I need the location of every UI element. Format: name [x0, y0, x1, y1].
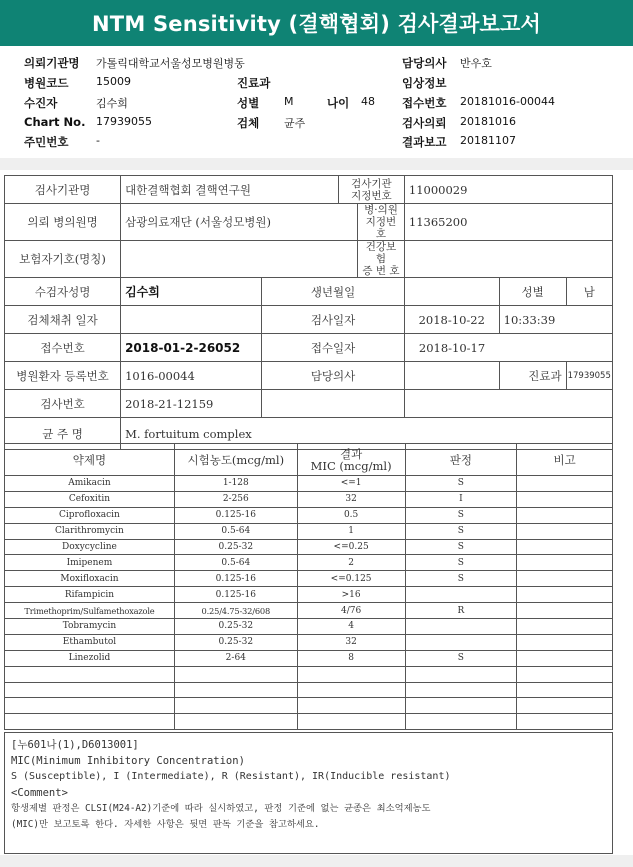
- header-value-hospital-code: 15009: [96, 75, 131, 88]
- drug-mic: 8: [297, 650, 405, 666]
- comment-code: [누601나(1),D6013001]: [11, 739, 139, 751]
- empty-row: [5, 698, 613, 714]
- health-insurance-label-line1: 건강보험: [365, 241, 397, 265]
- drug-name: Imipenem: [5, 555, 175, 571]
- drug-judgement: S: [405, 539, 517, 555]
- header-label-requesting-institution: 의뢰기관명: [24, 56, 80, 70]
- concentration-column-header: 시험농도(mcg/ml): [174, 444, 297, 476]
- report-header: [0, 46, 633, 158]
- drug-concentration: 1-128: [174, 476, 297, 492]
- drug-name: Linezolid: [5, 650, 175, 666]
- drug-mic: 1: [297, 523, 405, 539]
- drug-judgement: [405, 587, 517, 603]
- sex-value: 남: [566, 278, 612, 306]
- drug-remarks: [517, 539, 613, 555]
- drug-remarks: [517, 491, 613, 507]
- test-no-blank-1: [262, 390, 405, 418]
- header-label-request-date: 검사의뢰: [402, 116, 447, 130]
- drug-judgement: S: [405, 523, 517, 539]
- drug-concentration: 0.125-16: [174, 507, 297, 523]
- empty-row: [5, 682, 613, 698]
- susceptibility-header-row: [5, 444, 613, 476]
- drug-name: Rifampicin: [5, 587, 175, 603]
- drug-mic: 4: [297, 619, 405, 635]
- drug-remarks: [517, 555, 613, 571]
- health-insurance-label: [358, 241, 405, 278]
- header-label-specimen: 검체: [237, 116, 260, 130]
- header-value-age: 48: [361, 95, 375, 108]
- comment-heading: <Comment>: [11, 787, 68, 799]
- table-row: [5, 619, 613, 635]
- hospital-code-label-line1: 병·의원: [364, 204, 398, 216]
- drug-remarks: [517, 523, 613, 539]
- drug-remarks: [517, 634, 613, 650]
- test-no-blank-2: [404, 390, 612, 418]
- drug-mic: 2: [297, 555, 405, 571]
- drug-mic: 32: [297, 634, 405, 650]
- header-label-sex: 성별: [237, 96, 260, 110]
- drug-name: Amikacin: [5, 476, 175, 492]
- header-value-resident-no: -: [96, 134, 100, 147]
- table-row: [5, 650, 613, 666]
- header-label-patient: 수진자: [24, 96, 58, 110]
- table-row: [5, 507, 613, 523]
- comment-body-line1: 항생제별 판정은 CLSI(M24-A2)기준에 따라 실시하였고, 판정 기준에 없는 균종은 최소억제농도: [11, 803, 431, 814]
- drug-judgement: I: [405, 491, 517, 507]
- drug-concentration: 0.25-32: [174, 539, 297, 555]
- drug-judgement: R: [405, 603, 517, 619]
- header-label-doctor: 담당의사: [402, 56, 447, 70]
- header-value-report-date: 20181107: [460, 134, 516, 147]
- drug-remarks: [517, 650, 613, 666]
- header-value-requesting-institution: 가톨릭대학교서울성모병원병동: [96, 57, 245, 70]
- drug-name: Trimethoprim/Sulfamethoxazole: [5, 603, 175, 619]
- lab-name-value: 대한결핵협회 결핵연구원: [121, 176, 339, 204]
- health-insurance-value: [404, 241, 612, 278]
- receipt-no-value: 2018-01-2-26052: [121, 334, 262, 362]
- receipt-date-label: 접수일자: [262, 334, 405, 362]
- insured-value: [121, 241, 358, 278]
- header-label-hospital-code: 병원코드: [24, 76, 69, 90]
- lab-code-label-line1: 검사기관: [351, 177, 392, 190]
- drug-concentration: 0.125-16: [174, 587, 297, 603]
- patient-registration-label: 병원환자 등록번호: [5, 362, 121, 390]
- drug-concentration: 0.25-32: [174, 634, 297, 650]
- drug-name: Ciprofloxacin: [5, 507, 175, 523]
- test-time-value: 10:33:39: [499, 306, 612, 334]
- hospital-label: 의뢰 병의원명: [5, 204, 121, 241]
- drug-name: Ethambutol: [5, 634, 175, 650]
- header-label-clinical-info: 임상정보: [402, 76, 447, 90]
- mic-header-line2: MIC (mcg/ml): [310, 458, 392, 473]
- drug-name: Clarithromycin: [5, 523, 175, 539]
- header-label-resident-no: 주민번호: [24, 135, 69, 149]
- drug-mic: <=1: [297, 476, 405, 492]
- drug-concentration: 0.5-64: [174, 523, 297, 539]
- table-row: [5, 603, 613, 619]
- mic-header-line1: 결과: [340, 446, 363, 461]
- header-label-receipt-no: 접수번호: [402, 96, 447, 110]
- drug-concentration: 0.25-32: [174, 619, 297, 635]
- mic-column-header: [297, 444, 405, 476]
- organism-value: M. fortuitum complex: [121, 418, 613, 450]
- drug-judgement: S: [405, 476, 517, 492]
- drug-mic: 4/76: [297, 603, 405, 619]
- drug-name: Tobramycin: [5, 619, 175, 635]
- table-row: [5, 587, 613, 603]
- header-value-request-date: 20181016: [460, 115, 516, 128]
- drug-mic: <=0.25: [297, 539, 405, 555]
- header-label-department: 진료과: [237, 76, 271, 90]
- drug-concentration: 0.5-64: [174, 555, 297, 571]
- drug-name: Moxifloxacin: [5, 571, 175, 587]
- drug-remarks: [517, 507, 613, 523]
- header-value-receipt-no: 20181016-00044: [460, 95, 555, 108]
- department-label: 진료과: [499, 362, 566, 390]
- lab-code-label-line2: 지정번호: [351, 189, 392, 202]
- table-row: [5, 555, 613, 571]
- drug-column-header: 약제명: [5, 444, 175, 476]
- scanned-report: [0, 170, 633, 867]
- test-no-value: 2018-21-12159: [121, 390, 262, 418]
- sex-label: 성별: [499, 278, 566, 306]
- test-date-label: 검사일자: [262, 306, 405, 334]
- drug-remarks: [517, 476, 613, 492]
- table-row: [5, 539, 613, 555]
- collection-date-label: 검체채취 일자: [5, 306, 121, 334]
- drug-remarks: [517, 619, 613, 635]
- drug-judgement: S: [405, 507, 517, 523]
- birth-date-value: [404, 278, 499, 306]
- header-value-doctor: 반우호: [460, 57, 492, 70]
- drug-remarks: [517, 571, 613, 587]
- report-title: NTM Sensitivity (결핵협회) 검사결과보고서: [0, 0, 633, 46]
- table-row: [5, 634, 613, 650]
- drug-judgement: S: [405, 650, 517, 666]
- drug-name: Doxycycline: [5, 539, 175, 555]
- drug-judgement: [405, 619, 517, 635]
- collection-date-value: [121, 306, 262, 334]
- hospital-code-label-line2: 지정번호: [365, 216, 397, 240]
- judgement-column-header: 판정: [405, 444, 517, 476]
- birth-date-label: 생년월일: [262, 278, 405, 306]
- header-label-chart-no: Chart No.: [24, 115, 86, 129]
- department-value: 17939055: [566, 362, 612, 390]
- drug-judgement: S: [405, 555, 517, 571]
- header-value-specimen: 균주: [284, 117, 306, 130]
- drug-remarks: [517, 587, 613, 603]
- lab-code-label: [338, 176, 404, 204]
- remarks-column-header: 비고: [517, 444, 613, 476]
- lab-name-label: 검사기관명: [5, 176, 121, 204]
- drug-name: Cefoxitin: [5, 491, 175, 507]
- patient-registration-value: 1016-00044: [121, 362, 262, 390]
- header-label-report-date: 결과보고: [402, 135, 447, 149]
- comment-legend: S (Susceptible), I (Intermediate), R (Resistant), IR(Inducible resistant): [11, 771, 451, 782]
- comment-body-line2: (MIC)만 보고토록 한다. 자세한 사항은 뒷면 판독 기준을 참고하세요.: [11, 819, 320, 830]
- header-value-patient: 김수희: [96, 97, 128, 110]
- header-separator: [0, 158, 633, 170]
- drug-mic: <=0.125: [297, 571, 405, 587]
- hospital-code-value: 11365200: [404, 204, 612, 241]
- empty-row: [5, 666, 613, 682]
- attending-doctor-value: [404, 362, 499, 390]
- test-date-value: 2018-10-22: [404, 306, 499, 334]
- table-row: [5, 491, 613, 507]
- drug-concentration: 0.125-16: [174, 571, 297, 587]
- drug-mic: 32: [297, 491, 405, 507]
- comment-mic-definition: MIC(Minimum Inhibitory Concentration): [11, 755, 245, 767]
- hospital-value: 삼광의료재단 (서울성모병원): [121, 204, 358, 241]
- info-table: [4, 175, 613, 450]
- organism-label: 균 주 명: [5, 418, 121, 450]
- drug-concentration: 2-256: [174, 491, 297, 507]
- patient-name-value: 김수희: [121, 278, 262, 306]
- header-label-age: 나이: [327, 96, 350, 110]
- drug-mic: >16: [297, 587, 405, 603]
- drug-judgement: [405, 634, 517, 650]
- receipt-date-value: 2018-10-17: [404, 334, 612, 362]
- empty-row: [5, 714, 613, 730]
- health-insurance-label-line2: 증 번 호: [362, 265, 400, 277]
- susceptibility-table: [4, 443, 613, 730]
- hospital-code-label: [358, 204, 405, 241]
- drug-concentration: 0.25/4.75-32/608: [174, 603, 297, 619]
- bottom-border: [0, 855, 633, 867]
- drug-judgement: S: [405, 571, 517, 587]
- insured-label: 보험자기호(명칭): [5, 241, 121, 278]
- attending-doctor-label: 담당의사: [262, 362, 405, 390]
- header-value-chart-no: 17939055: [96, 115, 152, 128]
- header-value-sex: M: [284, 95, 294, 108]
- lab-code-value: 11000029: [404, 176, 612, 204]
- table-row: [5, 523, 613, 539]
- drug-remarks: [517, 603, 613, 619]
- table-row: [5, 571, 613, 587]
- receipt-no-label: 접수번호: [5, 334, 121, 362]
- test-no-label: 검사번호: [5, 390, 121, 418]
- table-row: [5, 476, 613, 492]
- comment-box: [4, 732, 613, 854]
- patient-name-label: 수검자성명: [5, 278, 121, 306]
- drug-mic: 0.5: [297, 507, 405, 523]
- drug-concentration: 2-64: [174, 650, 297, 666]
